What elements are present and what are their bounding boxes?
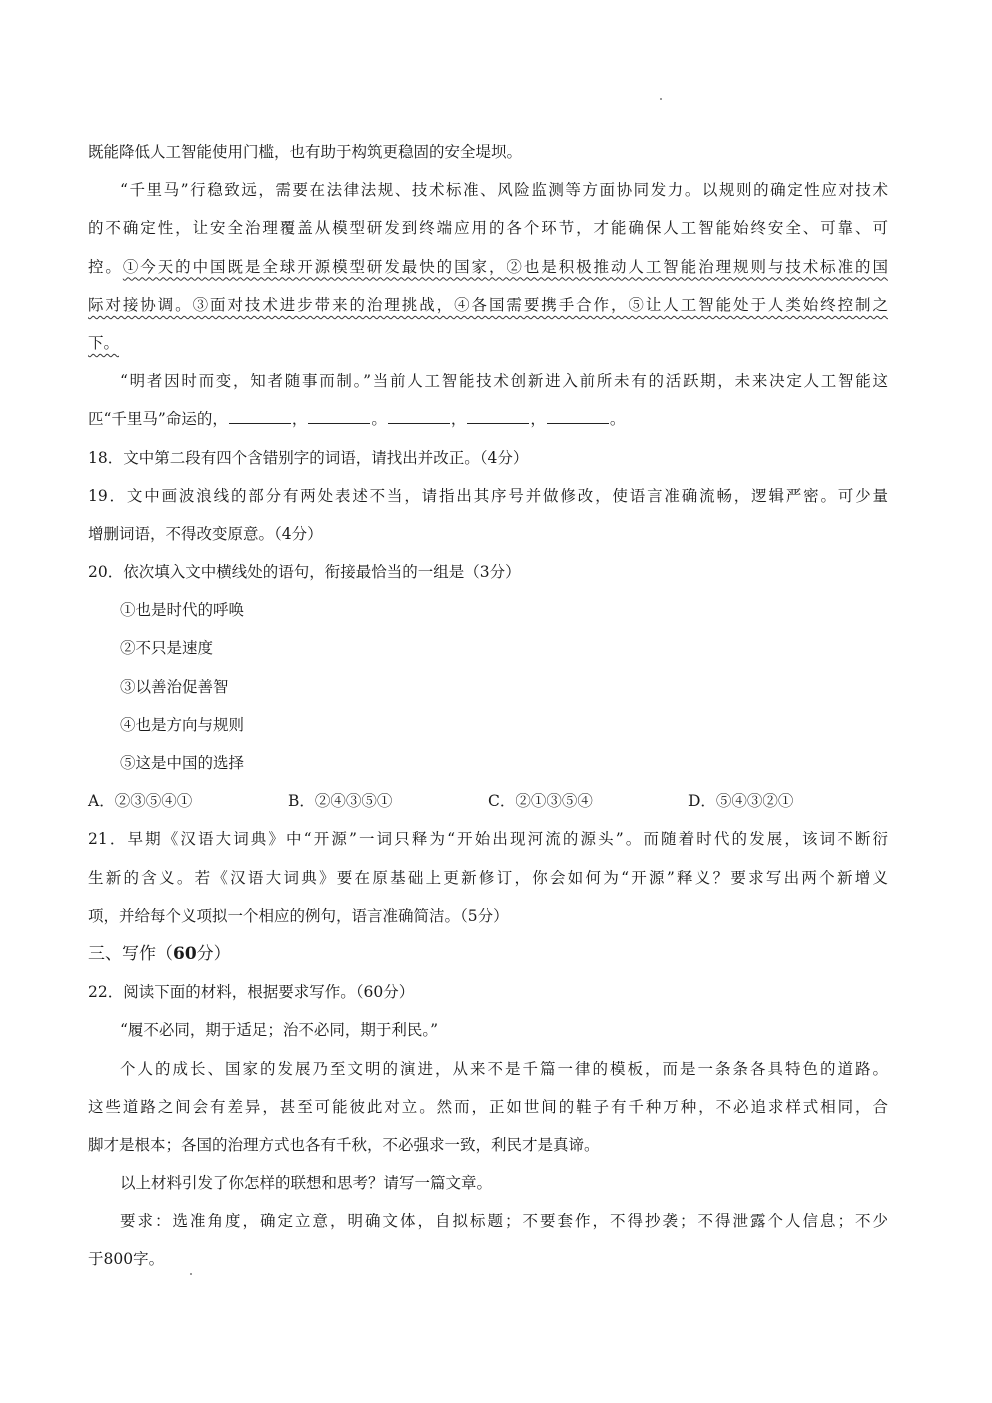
question-22-prompt: 以上材料引发了你怎样的联想和思考？请写一篇文章。	[120, 1174, 493, 1193]
answer-blank-4[interactable]	[467, 405, 529, 424]
blank-separator: ，	[291, 410, 308, 429]
question-22-stem: 22．阅读下面的材料，根据要求写作。（60分）	[88, 983, 415, 1002]
blank-separator: ，	[450, 410, 467, 429]
question-22-requirements-2: 于800字。	[88, 1250, 165, 1269]
passage-line-2: “千里马”行稳致远，需要在法律法规、技术标准、风险监测等方面协同发力。以规则的确定性应对技术	[120, 181, 888, 200]
section-title: 三、写作（	[88, 943, 173, 964]
question-20-item: ⑤这是中国的选择	[120, 754, 245, 772]
speck-top	[660, 98, 662, 100]
section-suffix: 分）	[196, 943, 231, 964]
exam-page	[88, 137, 888, 1283]
passage-line-8	[88, 404, 888, 442]
answer-blank-3[interactable]	[388, 405, 450, 424]
blank-separator: 。	[371, 410, 387, 429]
passage-line-5	[88, 290, 888, 328]
answer-blank-2[interactable]	[308, 405, 370, 424]
passage-line-1: 既能降低人工智能使用门槛，也有助于构筑更稳固的安全堤坝。	[88, 143, 523, 161]
question-20-item: ③以善治促善智	[120, 677, 229, 696]
passage-line-7: “明者因时而变，知者随事而制。”当前人工智能技术创新进入前所未有的活跃期，未来决定人工智能这	[120, 372, 888, 391]
question-21-line-3: 项，并给每个义项拟一个相应的例句，语言准确简洁。（5分）	[88, 906, 509, 925]
wavy-underlined-text: 下。	[88, 333, 120, 352]
question-19-line-2: 增删词语，不得改变原意。（4分）	[88, 524, 323, 543]
question-22-requirements-1: 要求：选准角度，确定立意，明确文体，自拟标题；不要套作，不得抄袭；不得泄露个人信息；不少	[120, 1212, 888, 1231]
question-21-line-1: 21．早期《汉语大词典》中“开源”一词只释为“开始出现河流的源头”。而随着时代的发展，该词不断衍	[88, 830, 888, 849]
question-22-quote: “履不必同，期于适足；治不必同，期于利民。”	[120, 1021, 439, 1040]
passage-line-4	[88, 252, 888, 290]
question-20-item: ①也是时代的呼唤	[120, 601, 245, 620]
option-d[interactable]: D．⑤④③②①	[688, 792, 794, 811]
question-20-item: ④也是方向与规则	[120, 715, 245, 734]
question-20-item: ②不只是速度	[120, 639, 214, 658]
answer-blank-5[interactable]	[547, 405, 609, 424]
answer-blank-1[interactable]	[229, 405, 291, 424]
wavy-underlined-text: 际对接协调。③面对技术进步带来的治理挑战，④各国需要携手合作，⑤让人工智能处于人类始终控制之	[88, 295, 888, 314]
section-score: 60	[173, 943, 197, 964]
option-b[interactable]: B．②④③⑤①	[288, 792, 393, 811]
question-19-line-1: 19．文中画波浪线的部分有两处表述不当，请指出其序号并做修改，使语言准确流畅，逻辑严密。可少量	[88, 486, 888, 505]
wavy-underlined-text: ①今天的中国既是全球开源模型研发最快的国家，②也是积极推动人工智能治理规则与技术标准的国	[122, 257, 888, 276]
passage-line-3: 的不确定性，让安全治理覆盖从模型研发到终端应用的各个环节，才能确保人工智能始终安全、可靠、可	[88, 219, 888, 238]
question-21-line-2: 生新的含义。若《汉语大词典》要在原基础上更新修订，你会如何为“开源”释义？要求写出两个新增义	[88, 868, 888, 887]
passage-line-6	[88, 328, 888, 366]
blank-separator: 。	[609, 410, 626, 429]
question-18: 18．文中第二段有四个含错别字的词语，请找出并改正。（4分）	[88, 448, 529, 467]
option-c[interactable]: C．②①③⑤④	[488, 792, 593, 811]
question-20-stem: 20．依次填入文中横线处的语句，衔接最恰当的一组是（3分）	[88, 563, 521, 582]
question-22-material-3: 脚才是根本；各国的治理方式也各有千秋，不必强求一致，利民才是真谛。	[88, 1135, 600, 1154]
question-20-options	[88, 786, 888, 824]
passage-text: 控。	[88, 257, 123, 276]
question-22-material-1: 个人的成长、国家的发展乃至文明的演进，从来不是千篇一律的模板，而是一条条各具特色的道路。	[120, 1059, 888, 1078]
question-22-material-2: 这些道路之间会有差异，甚至可能彼此对立。然而，正如世间的鞋子有千种万种，不必追求样式相同，合	[88, 1097, 888, 1116]
passage-text: 匹“千里马”命运的，	[88, 410, 228, 429]
option-a[interactable]: A．②③⑤④①	[88, 792, 193, 811]
blank-separator: ，	[530, 410, 546, 429]
section-heading-writing	[88, 939, 888, 977]
